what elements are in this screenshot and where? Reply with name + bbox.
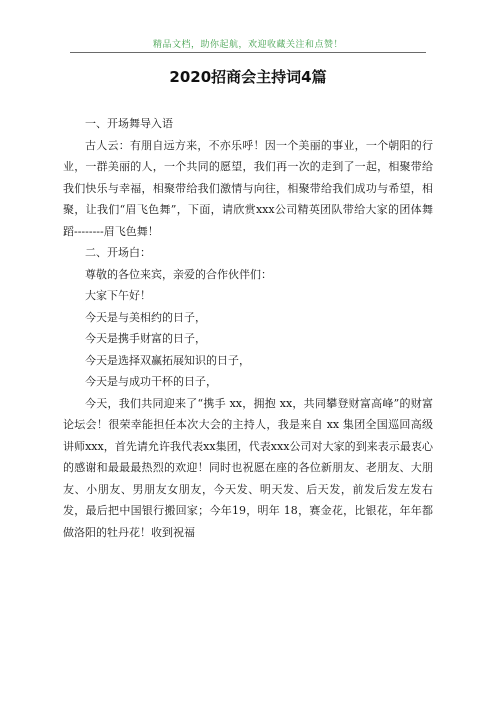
section-heading-opening-dance: 一、开场舞导入语 xyxy=(85,117,173,130)
paragraph-line-1: 今天是与美相约的日子， xyxy=(85,310,206,324)
header-note: 精品文档，助你起航，欢迎收藏关注和点赞！ xyxy=(152,40,343,50)
paragraph-salutation: 尊敬的各位来宾，亲爱的合作伙伴们： xyxy=(85,267,272,281)
section-heading-opening-remarks: 二、开场白： xyxy=(85,246,151,259)
paragraph-line-3: 今天是选择双赢拓展知识的日子， xyxy=(85,353,250,367)
paragraph-line-4: 今天是与成功干杯的日子， xyxy=(85,375,217,388)
document-title: 2020招商会主持词4篇 xyxy=(169,68,327,86)
paragraph-host-speech: 今天，我们共同迎来了“携手 xx，拥抱 xx，共同攀登财富高峰”的财富论坛会！很荣幸能担任本次大会的主持人，我是来自 xx 集团全国巡回高级讲师xxx，首先请允许我代表xx集团，代表xxx公司对大家的到来表示最衷心的感谢和最最最热烈的欢迎！同时也祝愿在座的各位新朋友、老朋友、大朋友、小朋友、男朋友女朋友，今天发、明天发、后天发，前发后发左发右发，最后把中国银行搬回家；今年19，明年 18，赛金花，比银花，年年都做洛阳的牡丹花！收到祝福 xyxy=(63,396,433,539)
document-body xyxy=(63,113,433,543)
paragraph-opening-dance-intro: 古人云：有朋自远方来，不亦乐呼！因一个美丽的事业，一个朝阳的行业，一群美丽的人，一个共同的愿望，我们再一次的走到了一起，相聚带给我们快乐与幸福，相聚带给我们激情与向往，相聚带给我们成功与希望，相聚，让我们“眉飞色舞”，下面，请欣赏xxx公司精英团队带给大家的团体舞蹈--------眉飞色舞！ xyxy=(63,138,433,238)
header-divider xyxy=(70,52,426,53)
paragraph-line-2: 今天是携手财富的日子， xyxy=(85,332,206,345)
paragraph-greeting: 大家下午好！ xyxy=(85,289,151,302)
